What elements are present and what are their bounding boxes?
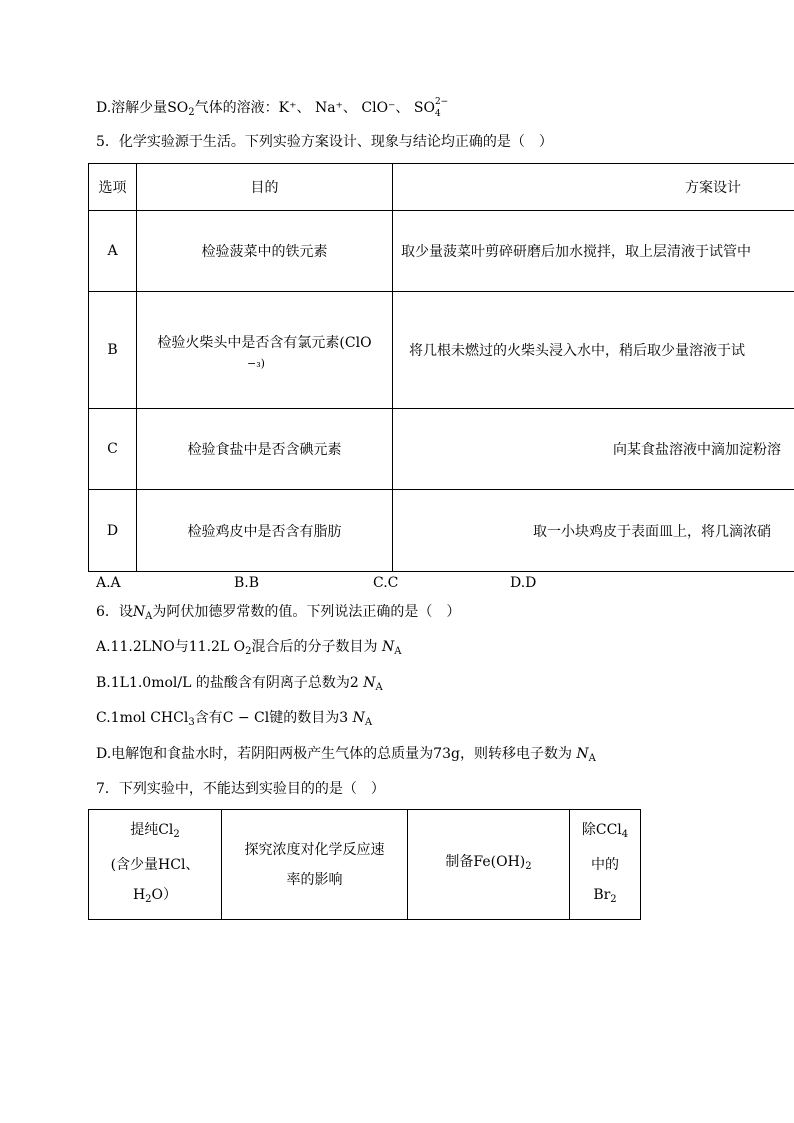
q4-option-d: D.溶解少量$SO_2$气体的溶液：K⁺、 Na⁺、 ClO⁻、 SO 2− 4 <box>96 97 449 119</box>
cell-prepare-feoh2: 制备$Fe(OH)_2$ <box>408 810 570 920</box>
table-row <box>89 292 794 409</box>
choice-c: C.C <box>373 575 399 591</box>
table-row <box>89 409 794 490</box>
table-header-row <box>89 164 794 211</box>
row-purpose: 检验菠菜中的铁元素 <box>137 211 393 292</box>
header-plan: 方案设计 <box>393 164 794 211</box>
row-option: D <box>89 490 137 572</box>
q5-stem: 5．化学实验源于生活。下列实验方案设计、现象与结论均正确的是（ ） <box>96 134 553 150</box>
row-purpose: 检验火柴头中是否含有氯元素(ClO −₃) <box>137 292 393 409</box>
row-purpose: 检验鸡皮中是否含有脂肪 <box>137 490 393 572</box>
q6-stem: 6．设$N_A$为阿伏加德罗常数的值。下列说法正确的是（ ） <box>96 604 461 622</box>
row-plan: 向某食盐溶液中滴加淀粉溶 <box>393 409 794 490</box>
q6-option-b: B.1L1.0mol/L 的盐酸含有阴离子总数为2 $N_A$ <box>96 675 383 693</box>
q7-stem: 7．下列实验中，不能达到实验目的的是（ ） <box>96 781 385 797</box>
q6-option-d: D.电解饱和食盐水时，若阴阳两极产生气体的总质量为73g，则转移电子数为 $N_A$ <box>96 746 596 764</box>
row-plan: 取一小块鸡皮于表面皿上，将几滴浓硝 <box>393 490 794 572</box>
row-plan: 取少量菠菜叶剪碎研磨后加水搅拌，取上层清液于试管中 <box>393 211 794 292</box>
row-purpose: 检验食盐中是否含碘元素 <box>137 409 393 490</box>
choice-b: B.B <box>234 575 260 591</box>
header-purpose: 目的 <box>137 164 393 211</box>
row-option: C <box>89 409 137 490</box>
table-row <box>89 810 641 920</box>
cell-remove-br2: 除CCl$_4$ 中的 $Br_2$ <box>570 810 641 920</box>
header-option: 选项 <box>89 164 137 211</box>
cell-purify-cl2: 提纯$Cl_2$ (含少量HCl、 $H_2O$） <box>89 810 222 920</box>
choice-a: A.A <box>96 575 121 591</box>
row-plan: 将几根未燃过的火柴头浸入水中，稍后取少量溶液于试 <box>393 292 794 409</box>
q5-table <box>88 163 794 572</box>
choice-d: D.D <box>510 575 537 591</box>
q6-option-c: C.1mol CHCl$_3$含有C − Cl键的数目为3 $N_A$ <box>96 710 373 728</box>
q7-table <box>88 809 641 920</box>
q6-option-a: A.11.2LNO与11.2L $O_2$混合后的分子数目为 $N_A$ <box>96 639 402 657</box>
row-option: B <box>89 292 137 409</box>
table-row <box>89 490 794 572</box>
row-option: A <box>89 211 137 292</box>
cell-concentration-rate: 探究浓度对化学反应速 率的影响 <box>222 810 408 920</box>
table-row <box>89 211 794 292</box>
